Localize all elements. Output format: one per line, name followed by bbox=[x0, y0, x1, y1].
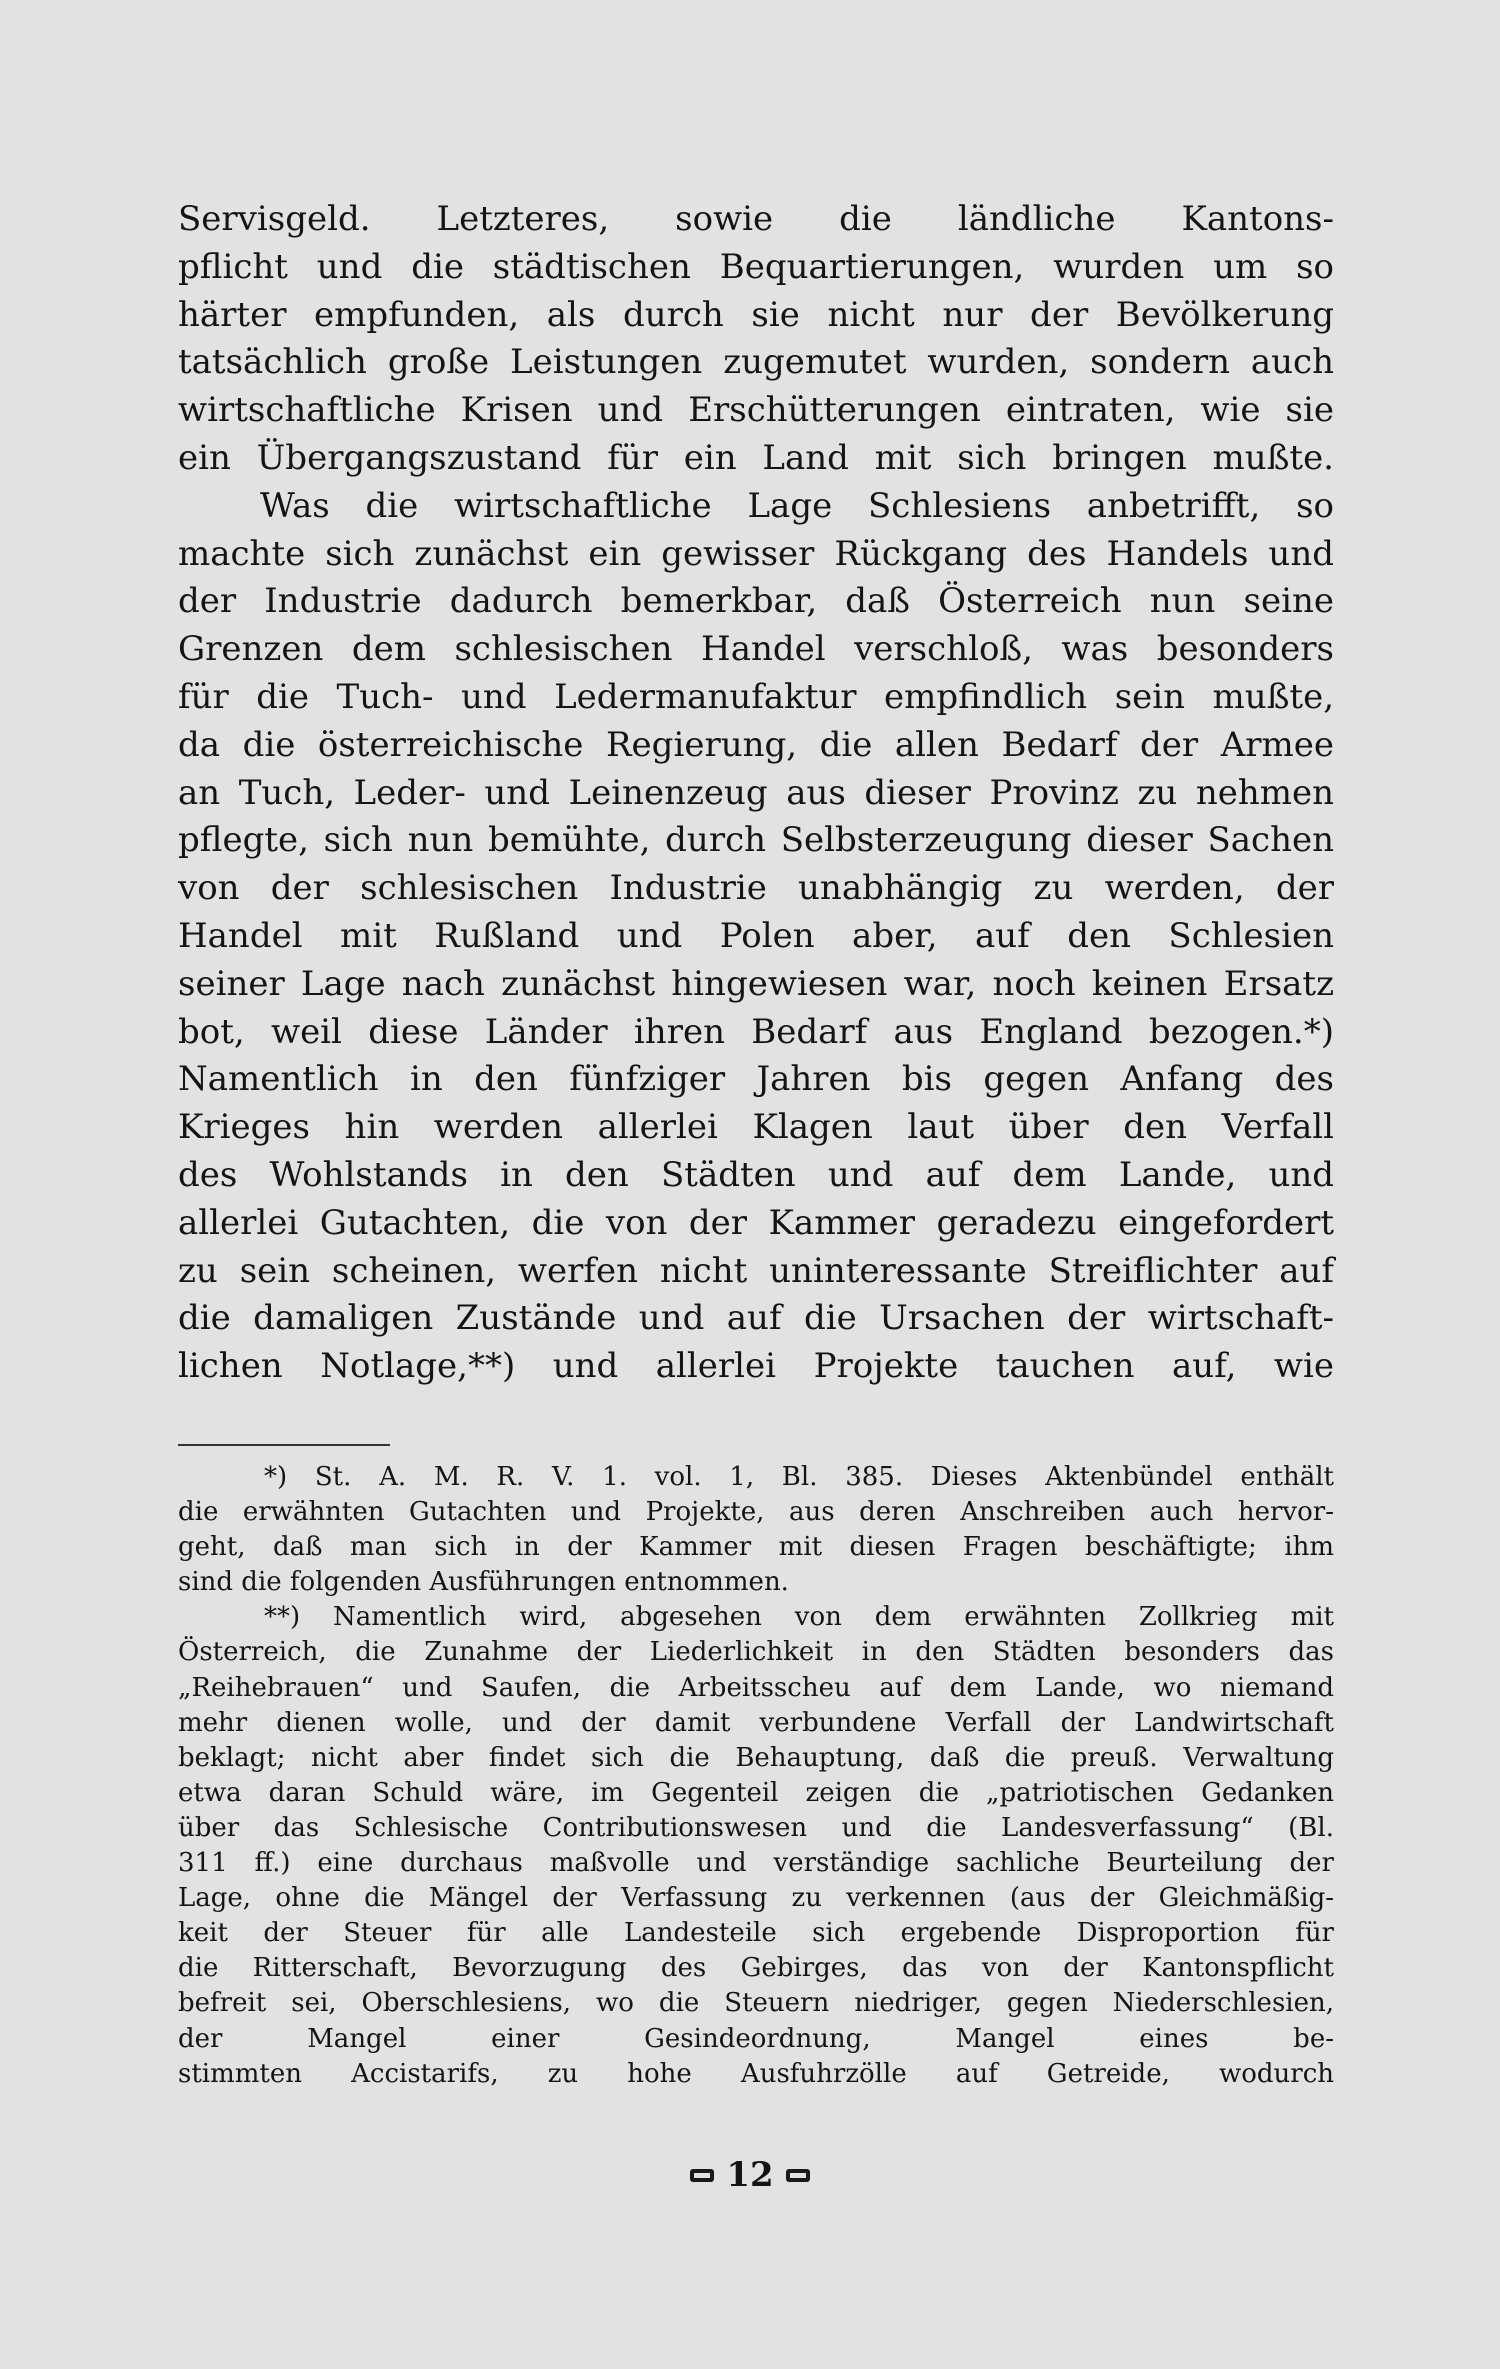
footnote-line: **) Namentlich wird, abgesehen von dem erwähnten Zollkrieg mit bbox=[264, 1602, 1334, 1633]
footnote-line: keit der Steuer für alle Landesteile sich ergebende Disproportion für bbox=[178, 1918, 1334, 1949]
text-line: des Wohlstands in den Städten und auf dem Lande, und bbox=[178, 1154, 1334, 1195]
text-line: Namentlich in den fünfziger Jahren bis gegen Anfang des bbox=[178, 1059, 1334, 1100]
page-number bbox=[0, 2155, 1500, 2195]
footnote-line: *) St. A. M. R. V. 1. vol. 1, Bl. 385. Dieses Aktenbündel enthält bbox=[264, 1462, 1334, 1492]
text-line: machte sich zunächst ein gewisser Rückgang des Handels und bbox=[178, 533, 1334, 574]
page-number-text: 12 bbox=[726, 2155, 774, 2195]
footnote-line: Lage, ohne die Mängel der Verfassung zu verkennen (aus der Gleichmäßig- bbox=[178, 1883, 1334, 1914]
text-line: für die Tuch- und Ledermanufaktur empfindlich sein mußte, bbox=[178, 676, 1334, 717]
text-line: härter empfunden, als durch sie nicht nur der Bevölkerung bbox=[178, 294, 1334, 335]
text-line: pflicht und die städtischen Bequartierungen, wurden um so bbox=[178, 246, 1334, 287]
footnotes bbox=[178, 1460, 1334, 2092]
text-line: lichen Notlage,**) und allerlei Projekte tauchen auf, wie bbox=[178, 1346, 1334, 1387]
footnote-line: befreit sei, Oberschlesiens, wo die Steuern niedriger, gegen Niederschlesien, bbox=[178, 1988, 1334, 2019]
text-line: von der schlesischen Industrie unabhängig zu werden, der bbox=[178, 868, 1334, 909]
footnote-line: die erwähnten Gutachten und Projekte, aus deren Anschreiben auch hervor- bbox=[178, 1497, 1334, 1528]
text-line: tatsächlich große Leistungen zugemutet wurden, sondern auch bbox=[178, 342, 1334, 383]
footnote-line: geht, daß man sich in der Kammer mit diesen Fragen beschäftigte; ihm bbox=[178, 1532, 1334, 1563]
text-line: pflegte, sich nun bemühte, durch Selbsterzeugung dieser Sachen bbox=[178, 820, 1334, 861]
text-line: Krieges hin werden allerlei Klagen laut über den Verfall bbox=[178, 1107, 1334, 1148]
text-line: seiner Lage nach zunächst hingewiesen war, noch keinen Ersatz bbox=[178, 963, 1334, 1004]
footnote-line: über das Schlesische Contributionswesen und die Landesverfassung“ (Bl. bbox=[178, 1812, 1334, 1843]
footnote-line: „Reihebrauen“ und Saufen, die Arbeitsscheu auf dem Lande, wo niemand bbox=[178, 1672, 1334, 1703]
text-line: Was die wirtschaftliche Lage Schlesiens anbetrifft, so bbox=[260, 485, 1334, 526]
text-line: da die österreichische Regierung, die allen Bedarf der Armee bbox=[178, 724, 1334, 765]
footnote-line: sind die folgenden Ausführungen entnommen. bbox=[178, 1567, 789, 1598]
footnote-line: 311 ff.) eine durchaus maßvolle und verständige sachliche Beurteilung der bbox=[178, 1848, 1334, 1879]
text-line: Servisgeld. Letzteres, sowie die ländliche Kantons- bbox=[178, 199, 1334, 239]
footnote-line: beklagt; nicht aber findet sich die Behauptung, daß die preuß. Verwaltung bbox=[178, 1742, 1334, 1773]
ornament-box-left bbox=[690, 2169, 714, 2182]
text-line: an Tuch, Leder- und Leinenzeug aus dieser Provinz zu nehmen bbox=[178, 772, 1334, 813]
ornament-box-right bbox=[786, 2169, 810, 2182]
footnote-line: etwa daran Schuld wäre, im Gegenteil zeigen die „patriotischen Gedanken bbox=[178, 1777, 1334, 1808]
text-line: Handel mit Rußland und Polen aber, auf den Schlesien bbox=[178, 915, 1334, 956]
text-line: allerlei Gutachten, die von der Kammer geradezu eingefordert bbox=[178, 1202, 1334, 1243]
footnote-line: stimmten Accistarifs, zu hohe Ausfuhrzölle auf Getreide, wodurch bbox=[178, 2058, 1334, 2089]
text-line: zu sein scheinen, werfen nicht uninteressante Streiflichter auf bbox=[178, 1250, 1334, 1291]
text-line: Grenzen dem schlesischen Handel verschloß, was besonders bbox=[178, 629, 1334, 670]
footnote-line: Österreich, die Zunahme der Liederlichkeit in den Städten besonders das bbox=[178, 1637, 1334, 1668]
body-text bbox=[178, 196, 1334, 1391]
footnote-line: mehr dienen wolle, und der damit verbundene Verfall der Landwirtschaft bbox=[178, 1707, 1334, 1738]
text-line: wirtschaftliche Krisen und Erschütterungen eintraten, wie sie bbox=[178, 390, 1334, 431]
text-line: bot, weil diese Länder ihren Bedarf aus England bezogen.*) bbox=[178, 1011, 1334, 1052]
text-line: der Industrie dadurch bemerkbar, daß Österreich nun seine bbox=[178, 581, 1334, 622]
footnote-line: der Mangel einer Gesindeordnung, Mangel eines be- bbox=[178, 2023, 1334, 2054]
footnote-separator bbox=[178, 1444, 390, 1446]
text-line: ein Übergangszustand für ein Land mit sich bringen mußte. bbox=[178, 437, 1334, 478]
footnote-line: die Ritterschaft, Bevorzugung des Gebirges, das von der Kantonspflicht bbox=[178, 1953, 1334, 1984]
text-line: die damaligen Zustände und auf die Ursachen der wirtschaft- bbox=[178, 1298, 1334, 1339]
